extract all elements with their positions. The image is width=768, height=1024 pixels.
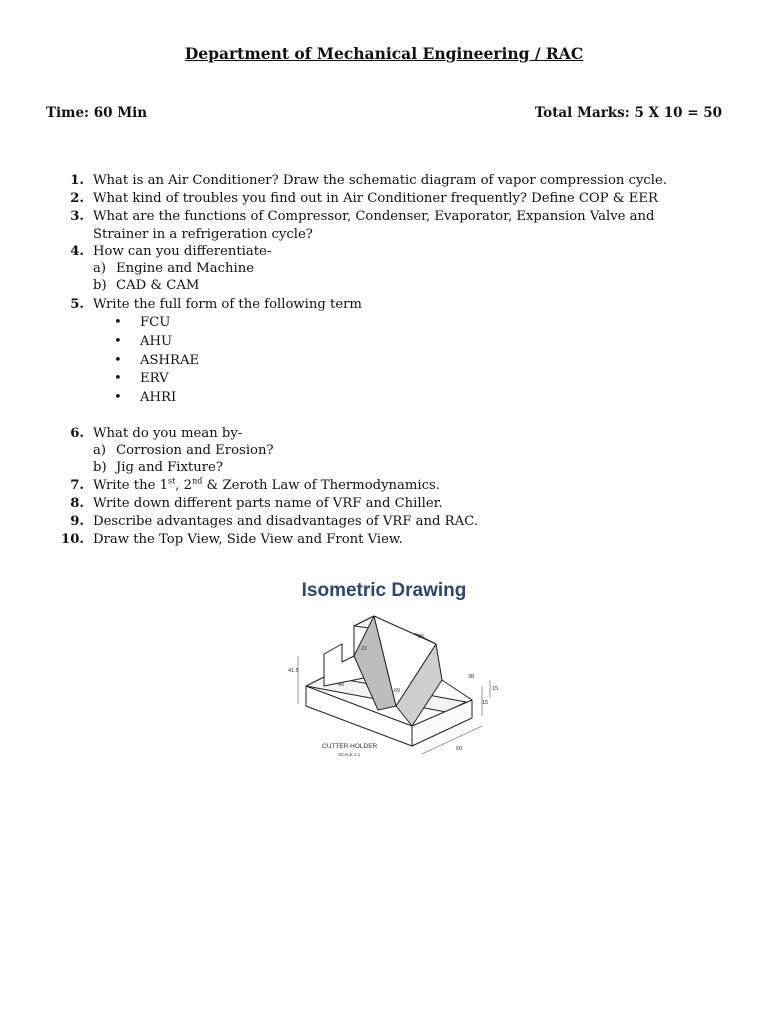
question-text: What kind of troubles you find out in Air Conditioner frequently? Define COP & EER — [93, 191, 658, 206]
sub-item — [93, 278, 199, 293]
superscript: st — [167, 476, 176, 486]
question-text: What do you mean by- — [93, 426, 243, 441]
question-text — [93, 477, 440, 495]
dimension-label: 69 — [394, 688, 401, 694]
dimension-label: 15 — [482, 700, 489, 706]
bullet-icon: • — [114, 353, 122, 368]
question-number: 1. — [70, 173, 84, 188]
bullet-icon: • — [114, 390, 122, 405]
dimension-label: 38 — [468, 674, 475, 680]
sub-item-text: Engine and Machine — [116, 261, 255, 276]
sub-item-label: b) — [93, 278, 107, 293]
question-text-part: , 2 — [175, 478, 193, 493]
page-title: Department of Mechanical Engineering / RAC — [184, 44, 584, 63]
exam-time: Time: 60 Min — [46, 105, 148, 121]
question-number: 7. — [70, 478, 84, 493]
question-number: 10. — [61, 532, 84, 547]
question-text-part: & Zeroth Law of Thermodynamics. — [202, 478, 440, 493]
bullet-icon: • — [114, 334, 122, 349]
dimension-label: 22 — [361, 646, 368, 652]
sub-item-label: b) — [93, 460, 107, 475]
bullet-item — [114, 334, 172, 349]
question-text: Describe advantages and disadvantages of VRF and RAC. — [93, 514, 478, 529]
dimension-label: 41.5 — [288, 668, 299, 674]
dimension-label: 60 — [456, 746, 463, 752]
bullet-icon: • — [114, 371, 122, 386]
bullet-icon: • — [114, 315, 122, 330]
question-text-continued: Strainer in a refrigeration cycle? — [93, 227, 313, 242]
question-text: Draw the Top View, Side View and Front View. — [93, 532, 403, 547]
dimension-label: 40 — [338, 682, 345, 688]
bullet-item — [114, 390, 176, 405]
question-number: 4. — [70, 244, 84, 259]
figure-title: Isometric Drawing — [301, 580, 467, 601]
dimension-label: 26 — [418, 634, 425, 640]
question-text: What are the functions of Compressor, Condenser, Evaporator, Expansion Valve and — [93, 209, 655, 224]
sub-item-text: Jig and Fixture? — [116, 460, 223, 475]
question-number: 3. — [70, 209, 84, 224]
bullet-item — [114, 353, 199, 368]
sub-item-text: CAD & CAM — [116, 278, 200, 293]
sub-item-label: a) — [93, 261, 107, 276]
sub-item — [93, 460, 223, 475]
bullet-text: AHRI — [140, 390, 177, 405]
bullet-text: ERV — [140, 371, 169, 386]
figure-caption: CUTTER HOLDER — [322, 743, 378, 750]
question-text: Write the full form of the following term — [93, 297, 362, 312]
question-number: 2. — [70, 191, 84, 206]
dimension-label: 15 — [492, 686, 499, 692]
bullet-text: AHU — [140, 334, 173, 349]
bullet-text: FCU — [140, 315, 171, 330]
question-number: 6. — [70, 426, 84, 441]
sub-item — [93, 261, 254, 276]
question-number: 5. — [70, 297, 84, 312]
question-text-part: Write the 1 — [93, 478, 168, 493]
superscript: nd — [192, 476, 203, 486]
bullet-text: ASHRAE — [140, 353, 200, 368]
question-number: 9. — [70, 514, 84, 529]
figure-scale: SCALE 1:1 — [338, 752, 361, 757]
bullet-item — [114, 371, 169, 386]
sub-item — [93, 443, 274, 458]
bullet-item — [114, 315, 170, 330]
total-marks: Total Marks: 5 X 10 = 50 — [534, 105, 722, 121]
isometric-drawing-figure — [286, 614, 512, 776]
question-text: What is an Air Conditioner? Draw the schematic diagram of vapor compression cycle. — [93, 173, 668, 188]
question-number: 8. — [70, 496, 84, 511]
question-text: Write down different parts name of VRF and Chiller. — [93, 496, 443, 511]
sub-item-label: a) — [93, 443, 107, 458]
sub-item-text: Corrosion and Erosion? — [116, 443, 274, 458]
question-text: How can you differentiate- — [93, 244, 272, 259]
